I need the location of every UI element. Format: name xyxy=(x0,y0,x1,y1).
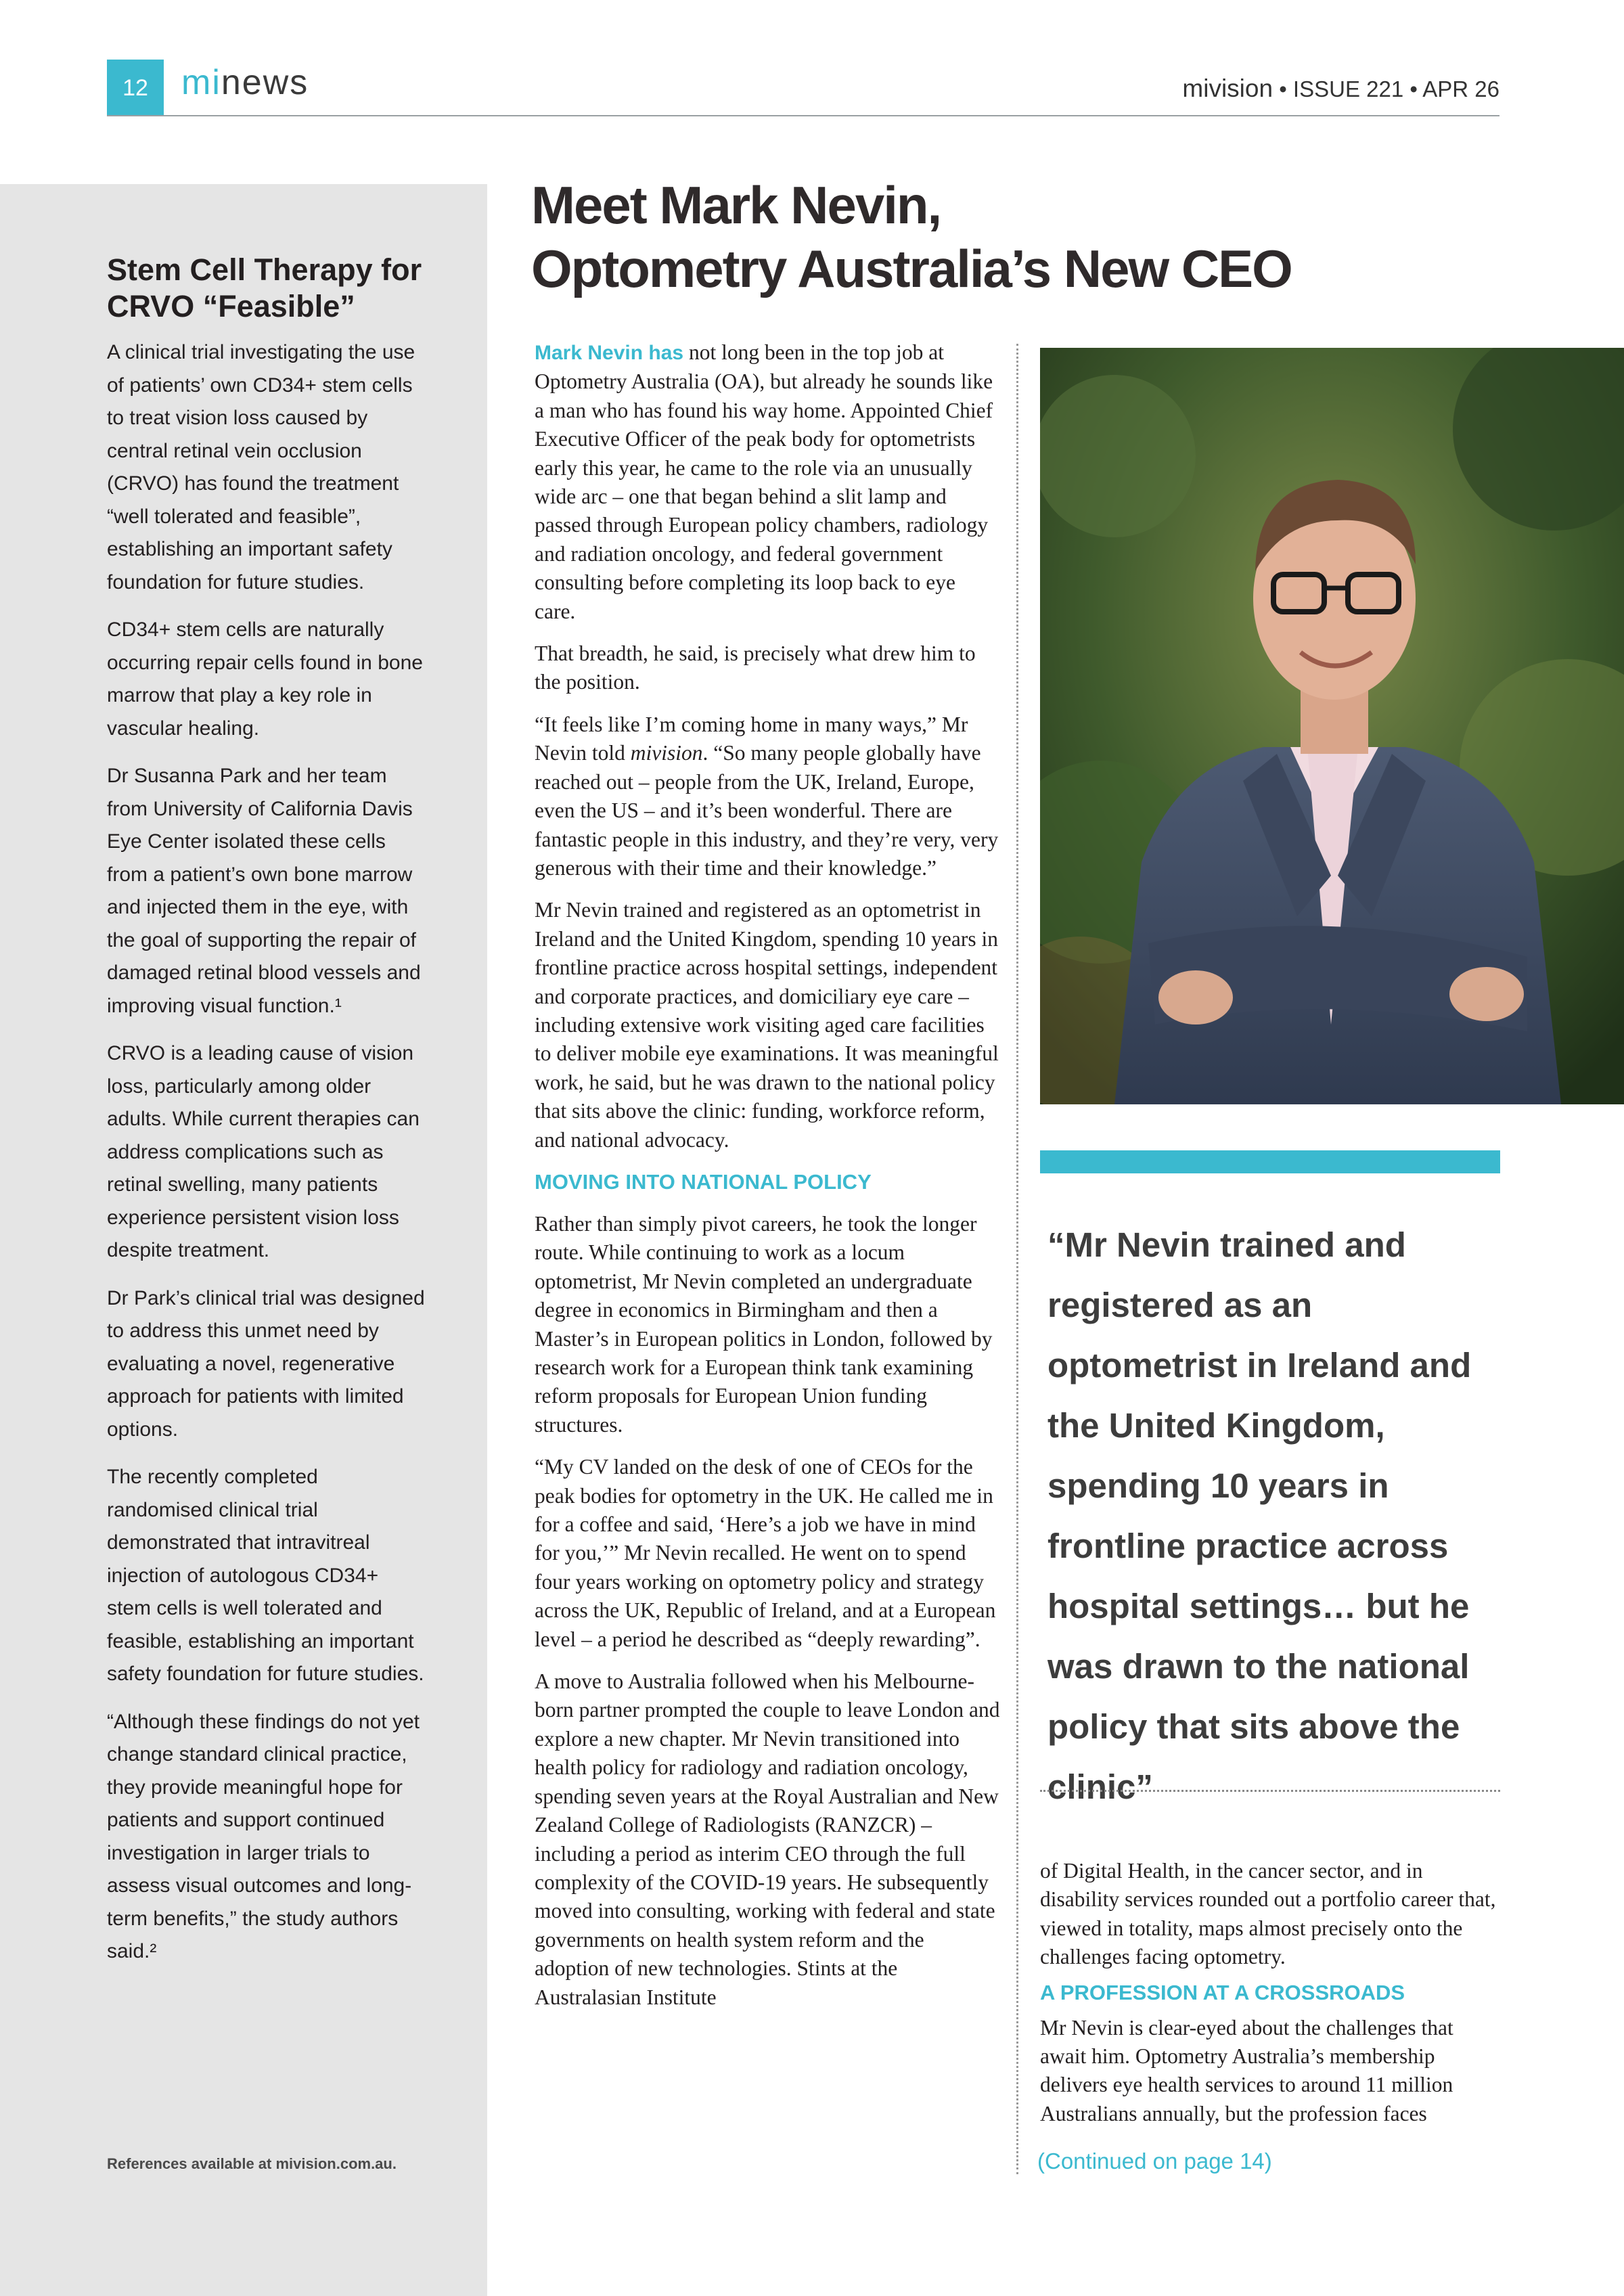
sidebar-paragraph: Dr Park’s clinical trial was designed to address this unmet need by evaluating a novel, regenerative approach for patients with limited options. xyxy=(107,1286,425,1441)
sidebar-paragraph: “Although these findings do not yet change standard clinical practice, they provide meaningful hope for patients and support continued investigation in larger trials to assess visual outcomes and long-term benefits,” the study authors said.² xyxy=(107,1710,420,1962)
magazine-mention: mivision xyxy=(630,741,703,765)
article-paragraph: “My CV landed on the desk of one of CEOs for the peak bodies for optometry in the UK. He called me in for a coffee and said, ‘Here’s a job we have in mind for you,’” Mr Nevin recalled. He went on to spend four years working on optometry policy and strategy across the UK, Republic of Ireland, and at a European level – a period he described as “deeply rewarding”. xyxy=(535,1455,996,1651)
sidebar-paragraph: A clinical trial investigating the use of patients’ own CD34+ stem cells to treat vision loss caused by central retinal vein occlusion (CRVO) has found the treatment “well tolerated and feasible”, establishing an important safety foundation for future studies. xyxy=(107,341,415,593)
article-paragraph: A move to Australia followed when his Melbourne-born partner prompted the couple to leave London and explore a new chapter. Mr Nevin transitioned into health policy for radiology and radiation oncology, spending seven years at the Royal Australian and New Zealand College of Radiologists (RANZCR) – including a period as interim CEO through the full complexity of the COVID-19 years. He subsequently moved into consulting, working with federal and state governments on health system reform and the adoption of new technologies. Stints at the Australasian Institute xyxy=(535,1669,1000,2009)
sidebar-title: Stem Cell Therapy for CRVO “Feasible” xyxy=(107,252,422,323)
paragraph-text: . “So many people globally have reached out – people from the UK, Ireland, Europe, even the US – and it’s been wonderful. There are fantastic people in this industry, and they’re very, very generous with their time and their knowledge.” xyxy=(535,741,999,880)
portrait-photo xyxy=(1040,348,1624,1104)
headline-line-2: Optometry Australia’s New CEO xyxy=(531,239,1292,298)
column-divider xyxy=(1016,344,1018,2174)
subheading-crossroads: A PROFESSION AT A CROSSROADS xyxy=(1040,1980,1405,2004)
sidebar-paragraph: The recently completed randomised clinical trial demonstrated that intravitreal injection of autologous CD34+ stem cells is well tolerated and feasible, establishing an important safety foundation for future studies. xyxy=(107,1466,424,1685)
pull-quote: “Mr Nevin trained and registered as an optometrist in Ireland and the United Kingdom, spending 10 years in frontline practice across hospital settings… but he was drawn to the national policy that sits above the clinic” xyxy=(1047,1225,1472,1806)
article-paragraph: of Digital Health, in the cancer sector, and in disability services rounded out a portfolio career that, viewed in totality, maps almost precisely onto the challenges facing optometry. xyxy=(1040,1859,1496,1969)
article-paragraph xyxy=(535,338,1001,626)
magazine-name: mivision xyxy=(1182,74,1273,102)
header-divider xyxy=(107,115,1499,116)
article-paragraph: Rather than simply pivot careers, he took the longer route. While continuing to work as a locum optometrist, Mr Nevin completed an undergraduate degree in economics in Birmingham and then a Master’s in European politics in London, followed by research work for a European think tank examining reform proposals for European Union funding structures. xyxy=(535,1211,993,1437)
article-headline xyxy=(531,173,1479,300)
pullquote-accent-bar xyxy=(1040,1150,1500,1173)
sidebar-references: References available at mivision.com.au. xyxy=(107,2155,397,2172)
issue-info xyxy=(1182,74,1499,103)
lead-in: Mark Nevin has xyxy=(535,342,684,364)
sidebar-body xyxy=(107,336,425,1983)
paragraph-text: not long been in the top job at Optometry Australia (OA), but already he sounds like a man who has found his way home. Appointed Chief Executive Officer of the peak body for optometrists early this year, he came to the role via an unusually wide arc – one that began behind a slit lamp and passed through European policy chambers, radiology and radiation oncology, and federal government consulting before completing its loop back to eye care. xyxy=(535,340,993,623)
headline-line-1: Meet Mark Nevin, xyxy=(531,175,941,235)
article-paragraph: Mr Nevin is clear-eyed about the challenges that await him. Optometry Australia’s membership delivers eye health services to around 11 million Australians annually, but the profession faces xyxy=(1040,2015,1453,2125)
article-column-left xyxy=(535,338,1001,2025)
brand-mi: mi xyxy=(181,63,221,102)
sidebar-paragraph: Dr Susanna Park and her team from University of California Davis Eye Center isolated these cells from a patient’s own bone marrow and injected them in the eye, with the goal of supporting the repair of damaged retinal blood vessels and improving visual function.¹ xyxy=(107,765,421,1017)
brand-news: news xyxy=(221,63,309,102)
page-number: 12 xyxy=(107,60,164,116)
article-paragraph: Mr Nevin trained and registered as an optometrist in Ireland and the United Kingdom, spending 10 years in frontline practice across hospital settings, independent and corporate practices, and domiciliary eye care – including extensive work visiting aged care facilities to deliver mobile eye examinations. It was meaningful work, he said, but he was drawn to the national policy that sits above the clinic: funding, workforce reform, and national advocacy. xyxy=(535,898,999,1152)
sidebar-paragraph: CD34+ stem cells are naturally occurring repair cells found in bone marrow that play a key role in vascular healing. xyxy=(107,618,423,740)
sidebar-paragraph: CRVO is a leading cause of vision loss, particularly among older adults. While current therapies can address complications such as retinal swelling, many patients experience persistent vision loss despite treatment. xyxy=(107,1042,420,1261)
subheading-national-policy: MOVING INTO NATIONAL POLICY xyxy=(535,1169,872,1194)
issue-details: • ISSUE 221 • APR 26 xyxy=(1273,76,1499,102)
article-paragraph xyxy=(535,711,1001,882)
pullquote-divider xyxy=(1040,1790,1500,1792)
continued-link[interactable]: (Continued on page 14) xyxy=(1037,2148,1272,2174)
paragraph-text: “It feels like I’m coming home in many ways,” Mr Nevin told xyxy=(535,712,968,765)
brand-logo xyxy=(181,62,309,103)
article-column-right xyxy=(1040,1857,1500,2135)
article-paragraph: That breadth, he said, is precisely what drew him to the position. xyxy=(535,641,976,694)
